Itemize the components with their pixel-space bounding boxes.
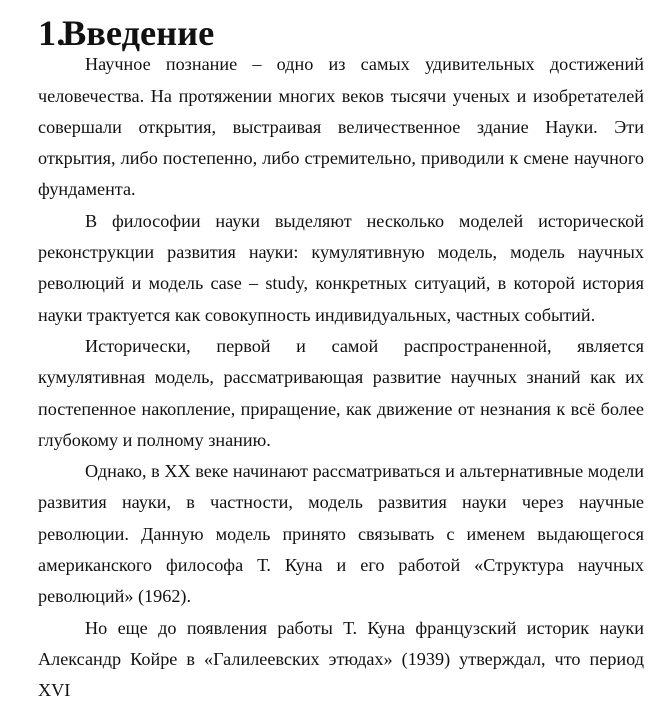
section-number: 1. [38, 13, 66, 53]
document-page [38, 13, 644, 707]
paragraph: Научное познание – одно из самых удивительных достижений человечества. На протяжении многих веков тысячи ученых и изобретателей совершали открытия, выстраивая величественное здание Науки. Эти открытия, либо постепенно, либо стремительно, приводили к смене научного фундамента. [38, 54, 644, 200]
paragraph: В философии науки выделяют несколько моделей исторической реконструкции развития науки: кумулятивную модель, модель научных революций и модель case – study, конкретных ситуаций, в которой история науки трактуется как совокупность индивидуальных, частных событий. [38, 210, 644, 325]
paragraph: Но еще до появления работы Т. Куна французский историк науки Александр Койре в «Галилеевских этюдах» (1939) утверждал, что период XVI [38, 617, 644, 701]
paragraph: Исторически, первой и самой распространенной, является кумулятивная модель, рассматривающая развитие научных знаний как их постепенное накопление, приращение, как движение от незнания к всё более глубокому и полному знанию. [38, 335, 644, 450]
paragraph: Однако, в XX веке начинают рассматриваться и альтернативные модели развития науки, в частности, модель развития науки через научные революции. Данную модель принято связывать с именем выдающегося американского философа Т. Куна и его работой «Структура научных революций» (1962). [38, 461, 644, 607]
section-title: Введение [62, 13, 215, 53]
section-heading [38, 13, 644, 53]
